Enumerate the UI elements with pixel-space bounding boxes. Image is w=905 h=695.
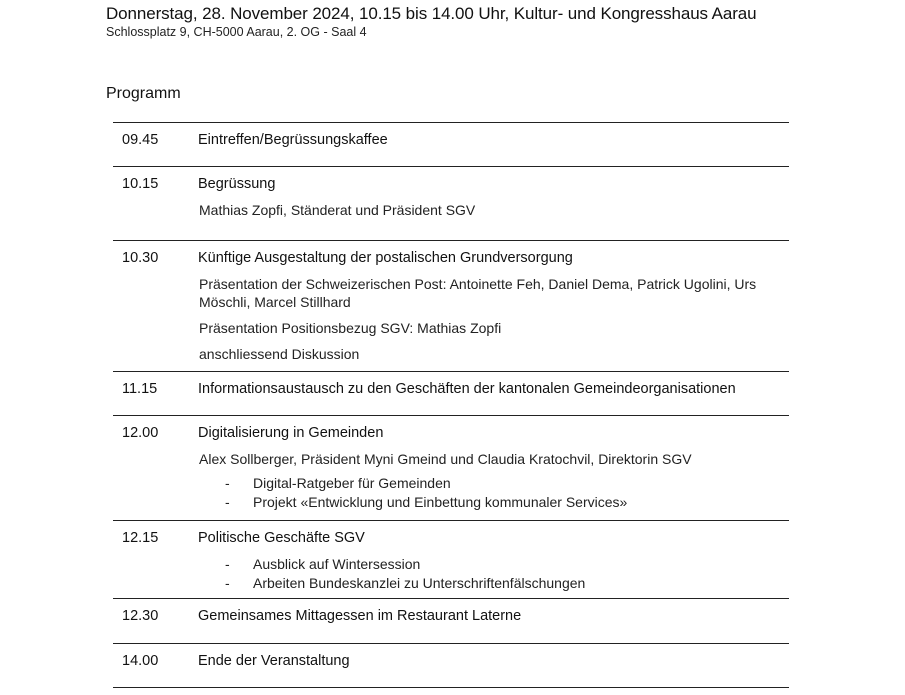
schedule-time: 14.00	[122, 653, 159, 669]
schedule-title: Künftige Ausgestaltung der postalischen Grundversorgung	[198, 250, 573, 266]
bullet-list	[198, 555, 789, 593]
list-item: - Projekt «Entwicklung und Einbettung kommunaler Services»	[225, 494, 628, 510]
schedule-title: Digitalisierung in Gemeinden	[198, 425, 384, 441]
schedule-title: Politische Geschäfte SGV	[198, 530, 365, 546]
dash-marker: -	[225, 556, 230, 572]
list-item: - Arbeiten Bundeskanzlei zu Unterschriftenfälschungen	[225, 575, 586, 591]
programm-heading: Programm	[106, 85, 181, 102]
dash-marker: -	[225, 575, 230, 591]
schedule-title: Gemeinsames Mittagessen im Restaurant Laterne	[198, 608, 522, 624]
schedule-detail: anschliessend Diskussion	[199, 346, 360, 362]
schedule-row-1115	[113, 371, 789, 415]
event-date-location: Donnerstag, 28. November 2024, 10.15 bis 14.00 Uhr, Kultur- und Kongresshaus Aarau	[106, 4, 757, 23]
bullet-list	[198, 474, 789, 512]
schedule-row-1015	[113, 166, 789, 240]
schedule-time: 12.00	[122, 425, 159, 441]
schedule-time: 09.45	[122, 132, 159, 148]
list-item: - Digital-Ratgeber für Gemeinden	[225, 475, 451, 491]
schedule-row-1215	[113, 520, 789, 598]
schedule-detail: Präsentation der Schweizerischen Post: Antoinette Feh, Daniel Dema, Patrick Ugolini, Urs Möschli, Marcel Stillhard	[199, 276, 757, 310]
schedule-title: Eintreffen/Begrüssungskaffee	[198, 132, 388, 148]
schedule-title: Ende der Veranstaltung	[198, 653, 350, 669]
schedule-time: 10.15	[122, 176, 159, 192]
schedule-row-1230	[113, 598, 789, 643]
schedule-detail: Mathias Zopfi, Ständerat und Präsident SGV	[199, 202, 476, 218]
schedule-detail: Alex Sollberger, Präsident Myni Gmeind und Claudia Kratochvil, Direktorin SGV	[199, 451, 692, 467]
schedule-row-1400	[113, 643, 789, 688]
schedule-row-0945	[113, 122, 789, 166]
schedule-title: Informationsaustausch zu den Geschäften der kantonalen Gemeindeorganisationen	[198, 381, 736, 397]
schedule-time: 12.15	[122, 530, 159, 546]
schedule-row-1200	[113, 415, 789, 520]
schedule-time: 11.15	[122, 381, 158, 397]
schedule-table	[113, 122, 789, 688]
schedule-row-1030	[113, 240, 789, 371]
schedule-time: 12.30	[122, 608, 159, 624]
dash-marker: -	[225, 494, 230, 510]
list-item: - Ausblick auf Wintersession	[225, 556, 421, 572]
schedule-detail: Präsentation Positionsbezug SGV: Mathias Zopfi	[199, 320, 502, 336]
dash-marker: -	[225, 475, 230, 491]
schedule-title: Begrüssung	[198, 176, 276, 192]
event-address: Schlossplatz 9, CH-5000 Aarau, 2. OG - Saal 4	[106, 25, 367, 39]
schedule-time: 10.30	[122, 250, 159, 266]
